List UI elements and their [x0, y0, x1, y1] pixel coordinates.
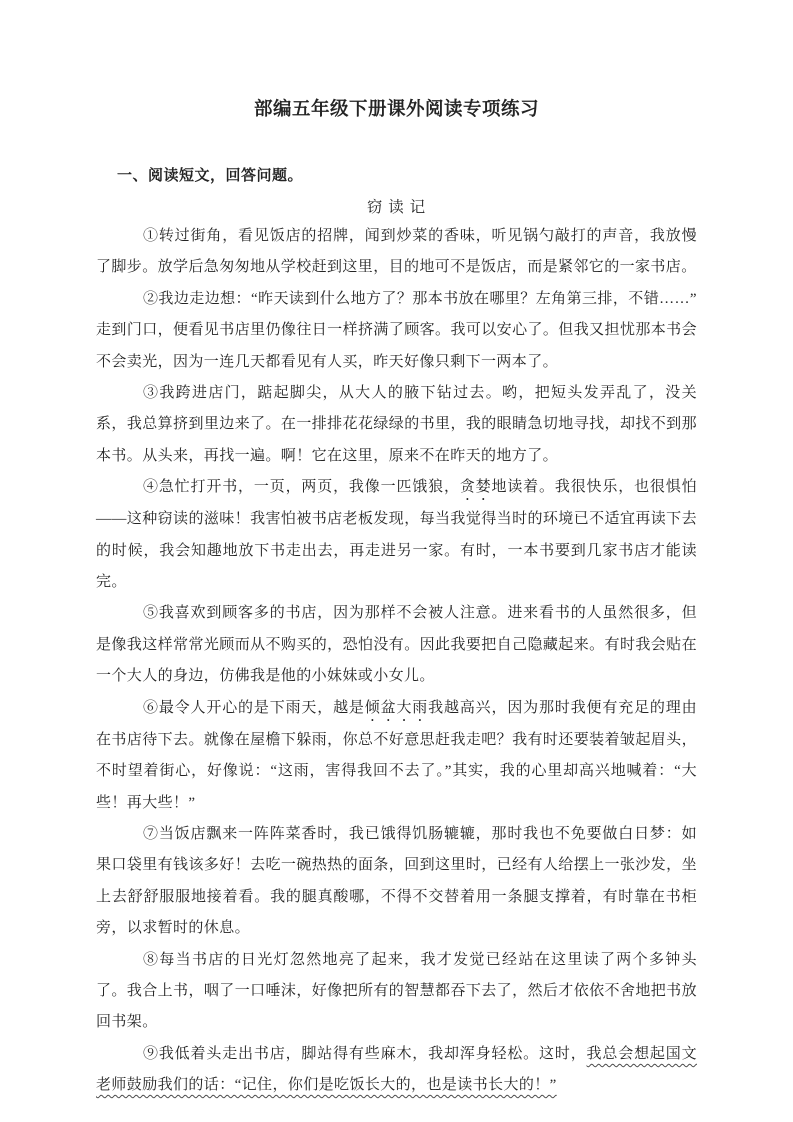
- paragraph-text: ⑦当饭店飘来一阵阵菜香时，我已饿得饥肠辘辘，那时我也不免要做白日梦：如果口袋里有钱该多好！去吃一碗热热的面条，回到这里时，已经有人给摆上一张沙发，坐上去舒舒服服地接着看。我的腿真酸哪，不得不交替着用一条腿支撑着，有时靠在书柜旁，以求暂时的休息。: [96, 825, 697, 937]
- passage-title: 窃 读 记: [366, 199, 427, 216]
- paragraph-text: ⑨我低着头走出书店，脚站得有些麻木，我却浑身轻松。这时，: [143, 1045, 587, 1062]
- emphasis-dotted-text: 贪婪: [459, 479, 492, 496]
- paragraph-1: [96, 221, 697, 284]
- paragraph-text: 地读着。我很快乐，也很惧怕——这种窃读的滋味！我害怕被书店老板发现，每当我觉得当时的环境已不适宜再读下去的时候，我会知趣地放下书走出去，再走进另一家。有时，一本书要到几家书店才能读完。: [96, 479, 697, 591]
- paragraph-2: [96, 284, 697, 378]
- paragraph-9: [96, 1039, 697, 1102]
- document-title: 部编五年级下册课外阅读专项练习: [253, 100, 539, 120]
- paragraph-text: 我越高兴，因为那时我便有充足的理由在书店待下去。就像在屋檐下躲雨，你总不好意思赶我走吧？我有时还要装着皱起眉头，不时望着街心，好像说：“这雨，害得我回不去了。”其实，我的心里却高兴地喊着：“大些！再大些！”: [96, 699, 697, 811]
- paragraph-5: [96, 598, 697, 692]
- paragraph-text: ①转过街角，看见饭店的招牌，闻到炒菜的香味，听见锅勺敲打的声音，我放慢了脚步。放学后急匆匆地从学校赶到这里，目的地可不是饭店，而是紧邻它的一家书店。: [96, 228, 697, 276]
- paragraph-text: ③我跨进店门，踮起脚尖，从大人的腋下钻过去。哟，把短头发弄乱了，没关系，我总算挤到里边来了。在一排排花花绿绿的书里，我的眼睛急切地寻找，却找不到那本书。从头来，再找一遍。啊！它在这里，原来不在昨天的地方了。: [96, 385, 697, 464]
- wavy-underlined-text: 我总会想起国文老师鼓励我们的话：“记住，你们是吃饭长大的，也是读书长大的！”: [96, 1045, 697, 1094]
- paragraph-3: [96, 378, 697, 472]
- paragraph-4: [96, 472, 697, 598]
- paragraph-text: ④急忙打开书，一页，两页，我像一匹饿狼，: [143, 479, 460, 496]
- passage-body: [96, 221, 697, 1102]
- paragraph-7: [96, 819, 697, 945]
- paragraph-6: [96, 693, 697, 819]
- paragraph-8: [96, 945, 697, 1039]
- section-heading: 一、阅读短文，回答问题。: [117, 168, 304, 184]
- emphasis-dotted-text: 倾盆大雨: [364, 699, 429, 716]
- paragraph-text: ⑤我喜欢到顾客多的书店，因为那样不会被人注意。进来看书的人虽然很多，但是像我这样常常光顾而从不购买的，恐怕没有。因此我要把自己隐藏起来。有时我会贴在一个大人的身边，仿佛我是他的小妹妹或小女儿。: [96, 605, 697, 685]
- paragraph-text: ②我边走边想：“昨天读到什么地方了？那本书放在哪里？左角第三排，不错……”走到门口，便看见书店里仍像往日一样挤满了顾客。我可以安心了。但我又担忧那本书会不会卖光，因为一连几天都看见有人买，昨天好像只剩下一两本了。: [96, 290, 697, 370]
- paragraph-text: ⑧每当书店的日光灯忽然地亮了起来，我才发觉已经站在这里读了两个多钟头了。我合上书，咽了一口唾沫，好像把所有的智慧都吞下去了，然后才依依不舍地把书放回书架。: [96, 951, 697, 1031]
- paragraph-text: ⑥最令人开心的是下雨天，越是: [143, 699, 365, 716]
